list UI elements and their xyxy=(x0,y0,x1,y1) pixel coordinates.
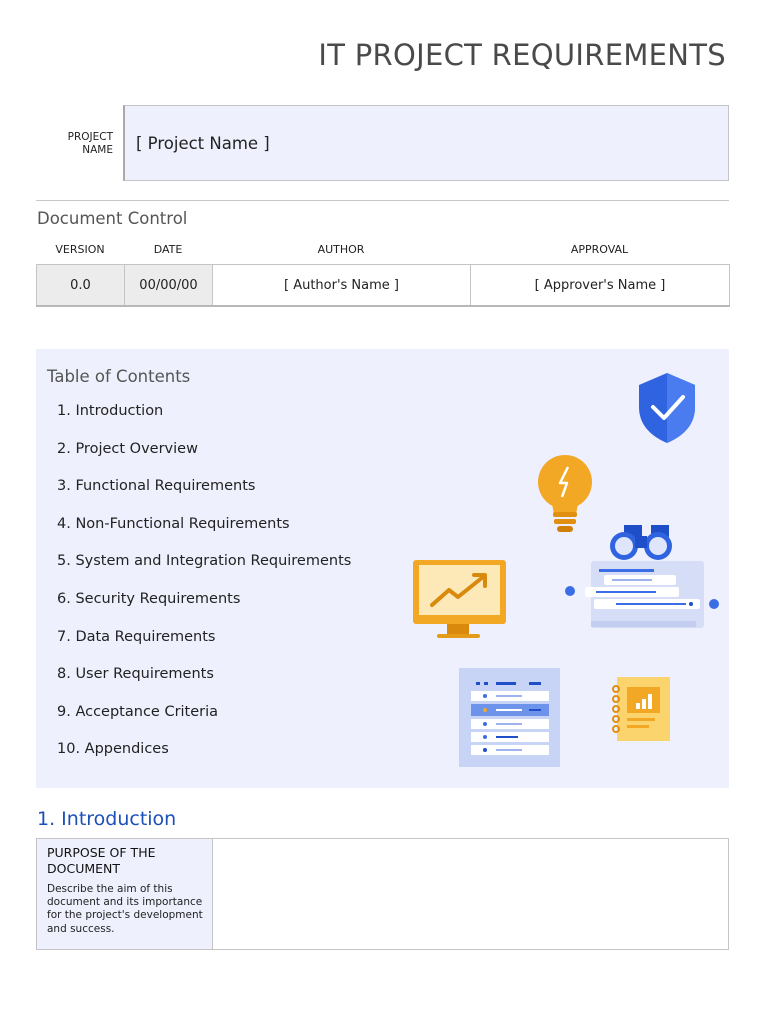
purpose-label-cell xyxy=(37,839,213,949)
section-divider xyxy=(36,200,729,201)
toc-title: Table of Contents xyxy=(47,367,191,386)
date-header: DATE xyxy=(153,243,183,256)
toc-item[interactable]: 2. Project Overview xyxy=(57,440,198,457)
project-name-value: [ Project Name ] xyxy=(136,133,270,153)
toc-item[interactable]: 1. Introduction xyxy=(57,403,164,419)
lightbulb-icon xyxy=(538,455,592,532)
data-list-icon xyxy=(459,668,560,767)
version-header: VERSION xyxy=(55,243,105,256)
date-cell[interactable]: 00/00/00 xyxy=(125,265,213,307)
version-cell[interactable]: 0.0 xyxy=(37,265,125,307)
purpose-label: PURPOSE OF THE DOCUMENT xyxy=(47,845,156,876)
approval-header: APPROVAL xyxy=(570,243,629,256)
project-name-field[interactable] xyxy=(123,105,729,181)
toc-item[interactable]: 9. Acceptance Criteria xyxy=(57,703,219,720)
project-name-label: PROJECT NAME xyxy=(67,131,113,156)
author-header: AUTHOR xyxy=(317,243,365,256)
purpose-description: Describe the aim of this document and its importance for the project's development and success. xyxy=(47,883,203,935)
toc-item[interactable]: 6. Security Requirements xyxy=(57,590,241,607)
table-of-contents-panel xyxy=(36,349,729,788)
introduction-heading: 1. Introduction xyxy=(37,808,177,830)
approval-cell[interactable]: [ Approver's Name ] xyxy=(471,265,730,307)
toc-item[interactable]: 4. Non-Functional Requirements xyxy=(57,515,290,532)
toc-item[interactable]: 8. User Requirements xyxy=(57,666,214,683)
document-control-table xyxy=(36,264,730,307)
notebook-chart-icon xyxy=(613,677,670,741)
monitor-chart-icon xyxy=(413,560,506,638)
binoculars-dashboard-icon xyxy=(565,525,719,628)
toc-item[interactable]: 3. Functional Requirements xyxy=(57,478,256,495)
purpose-input-cell[interactable] xyxy=(213,839,728,949)
toc-item[interactable]: 7. Data Requirements xyxy=(57,628,216,645)
document-control-row xyxy=(37,265,730,307)
toc-item[interactable]: 5. System and Integration Requirements xyxy=(57,553,352,570)
toc-item[interactable]: 10. Appendices xyxy=(57,741,169,758)
toc-illustration xyxy=(36,349,729,788)
author-cell[interactable]: [ Author's Name ] xyxy=(213,265,471,307)
document-control-heading: Document Control xyxy=(37,209,188,228)
shield-check-icon xyxy=(639,373,695,443)
document-title: IT PROJECT REQUIREMENTS xyxy=(318,38,726,72)
purpose-table xyxy=(36,838,729,950)
